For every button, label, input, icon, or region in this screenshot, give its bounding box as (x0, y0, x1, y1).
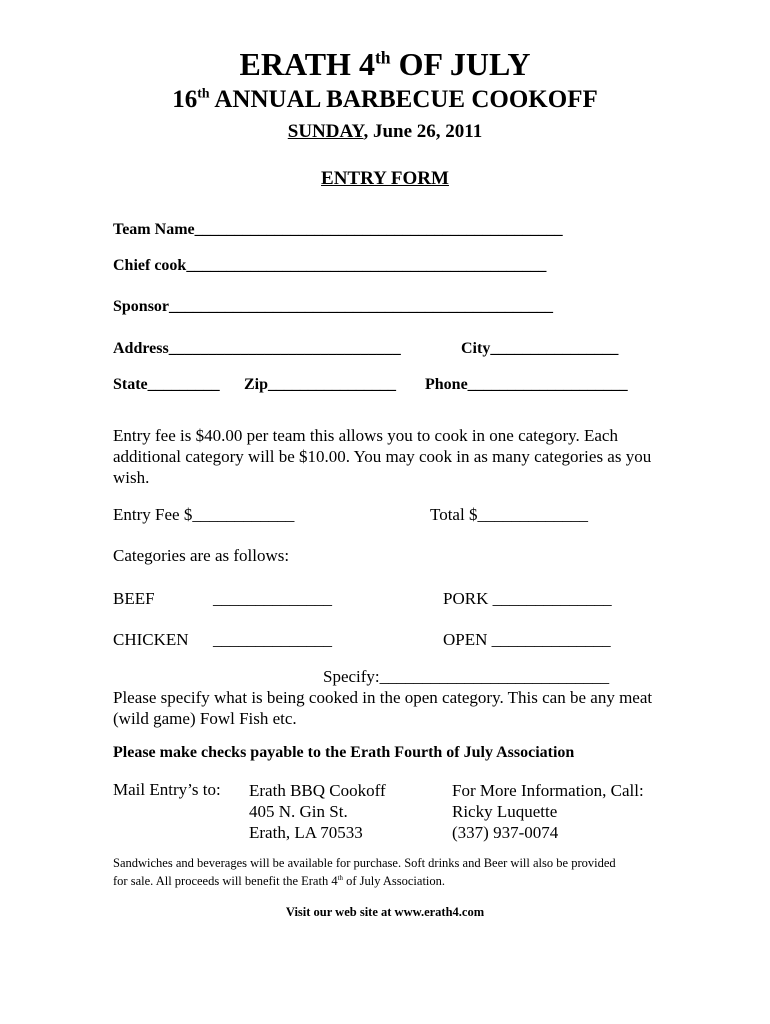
city-field[interactable]: City________________ (461, 340, 619, 357)
footer-note (113, 854, 633, 890)
categories-intro: Categories are as follows: (113, 546, 290, 565)
info-line: For More Information, Call: (452, 781, 644, 800)
chief-cook-field[interactable]: Chief cook_____________________________________________ (113, 257, 547, 274)
event-day: SUNDAY (287, 121, 364, 142)
mail-line: Erath, LA 70533 (249, 823, 363, 842)
event-date (0, 121, 770, 143)
info-line: Ricky Luquette (452, 802, 558, 821)
info-line: (337) 937-0074 (452, 823, 559, 842)
category-beef: BEEF (113, 589, 155, 608)
open-category-note: Please specify what is being cooked in the open category. This can be any meat (wild game) Fowl Fish etc. (113, 688, 653, 728)
entry-fee-field[interactable]: Entry Fee $____________ (113, 505, 295, 524)
total-field[interactable]: Total $_____________ (430, 505, 588, 524)
mail-label: Mail Entry’s to: (113, 780, 221, 799)
category-chicken: CHICKEN (113, 630, 189, 649)
footer-note-text: Sandwiches and beverages will be available for purchase. Soft drinks and Beer will also be provided for sale. All proceeds will benefit the Erath 4 (113, 856, 616, 888)
category-pork[interactable]: PORK ______________ (443, 589, 612, 608)
form-title: ENTRY FORM (321, 168, 449, 189)
category-open[interactable]: OPEN ______________ (443, 630, 611, 649)
mail-line: Erath BBQ Cookoff (249, 781, 386, 800)
chicken-entry-line[interactable]: ______________ (213, 630, 332, 649)
specify-field[interactable]: Specify:___________________________ (323, 667, 610, 686)
title-text-end: OF JULY (390, 46, 531, 82)
website-line: Visit our web site at www.erath4.com (285, 905, 485, 919)
mail-address (249, 780, 386, 843)
event-date-text: , June 26, 2011 (363, 121, 483, 142)
address-field[interactable]: Address_____________________________ (113, 340, 401, 357)
team-name-field[interactable]: Team Name______________________________________________ (113, 221, 563, 238)
title-superscript: th (374, 47, 391, 68)
title-text: ERATH 4 (239, 46, 375, 82)
sponsor-field[interactable]: Sponsor________________________________________________ (113, 298, 554, 315)
footer-note-superscript: th (337, 874, 343, 882)
contact-info (452, 780, 644, 843)
page-title (0, 46, 770, 83)
subtitle-superscript: th (197, 85, 210, 101)
subtitle-number: 16 (172, 86, 198, 113)
zip-field[interactable]: Zip________________ (244, 376, 397, 393)
mail-line: 405 N. Gin St. (249, 802, 348, 821)
state-field[interactable]: State_________ (113, 376, 220, 393)
event-subtitle (0, 86, 770, 114)
footer-note-end: of July Association. (342, 874, 446, 888)
payment-instructions: Please make checks payable to the Erath Fourth of July Association (113, 744, 575, 761)
entry-fee-description: Entry fee is $40.00 per team this allows you to cook in one category. Each additional category will be $10.00. You may cook in as many categories as you wish. (113, 426, 652, 487)
subtitle-text: ANNUAL BARBECUE COOKOFF (209, 86, 598, 113)
beef-entry-line[interactable]: ______________ (213, 589, 332, 608)
phone-field[interactable]: Phone____________________ (425, 376, 628, 393)
